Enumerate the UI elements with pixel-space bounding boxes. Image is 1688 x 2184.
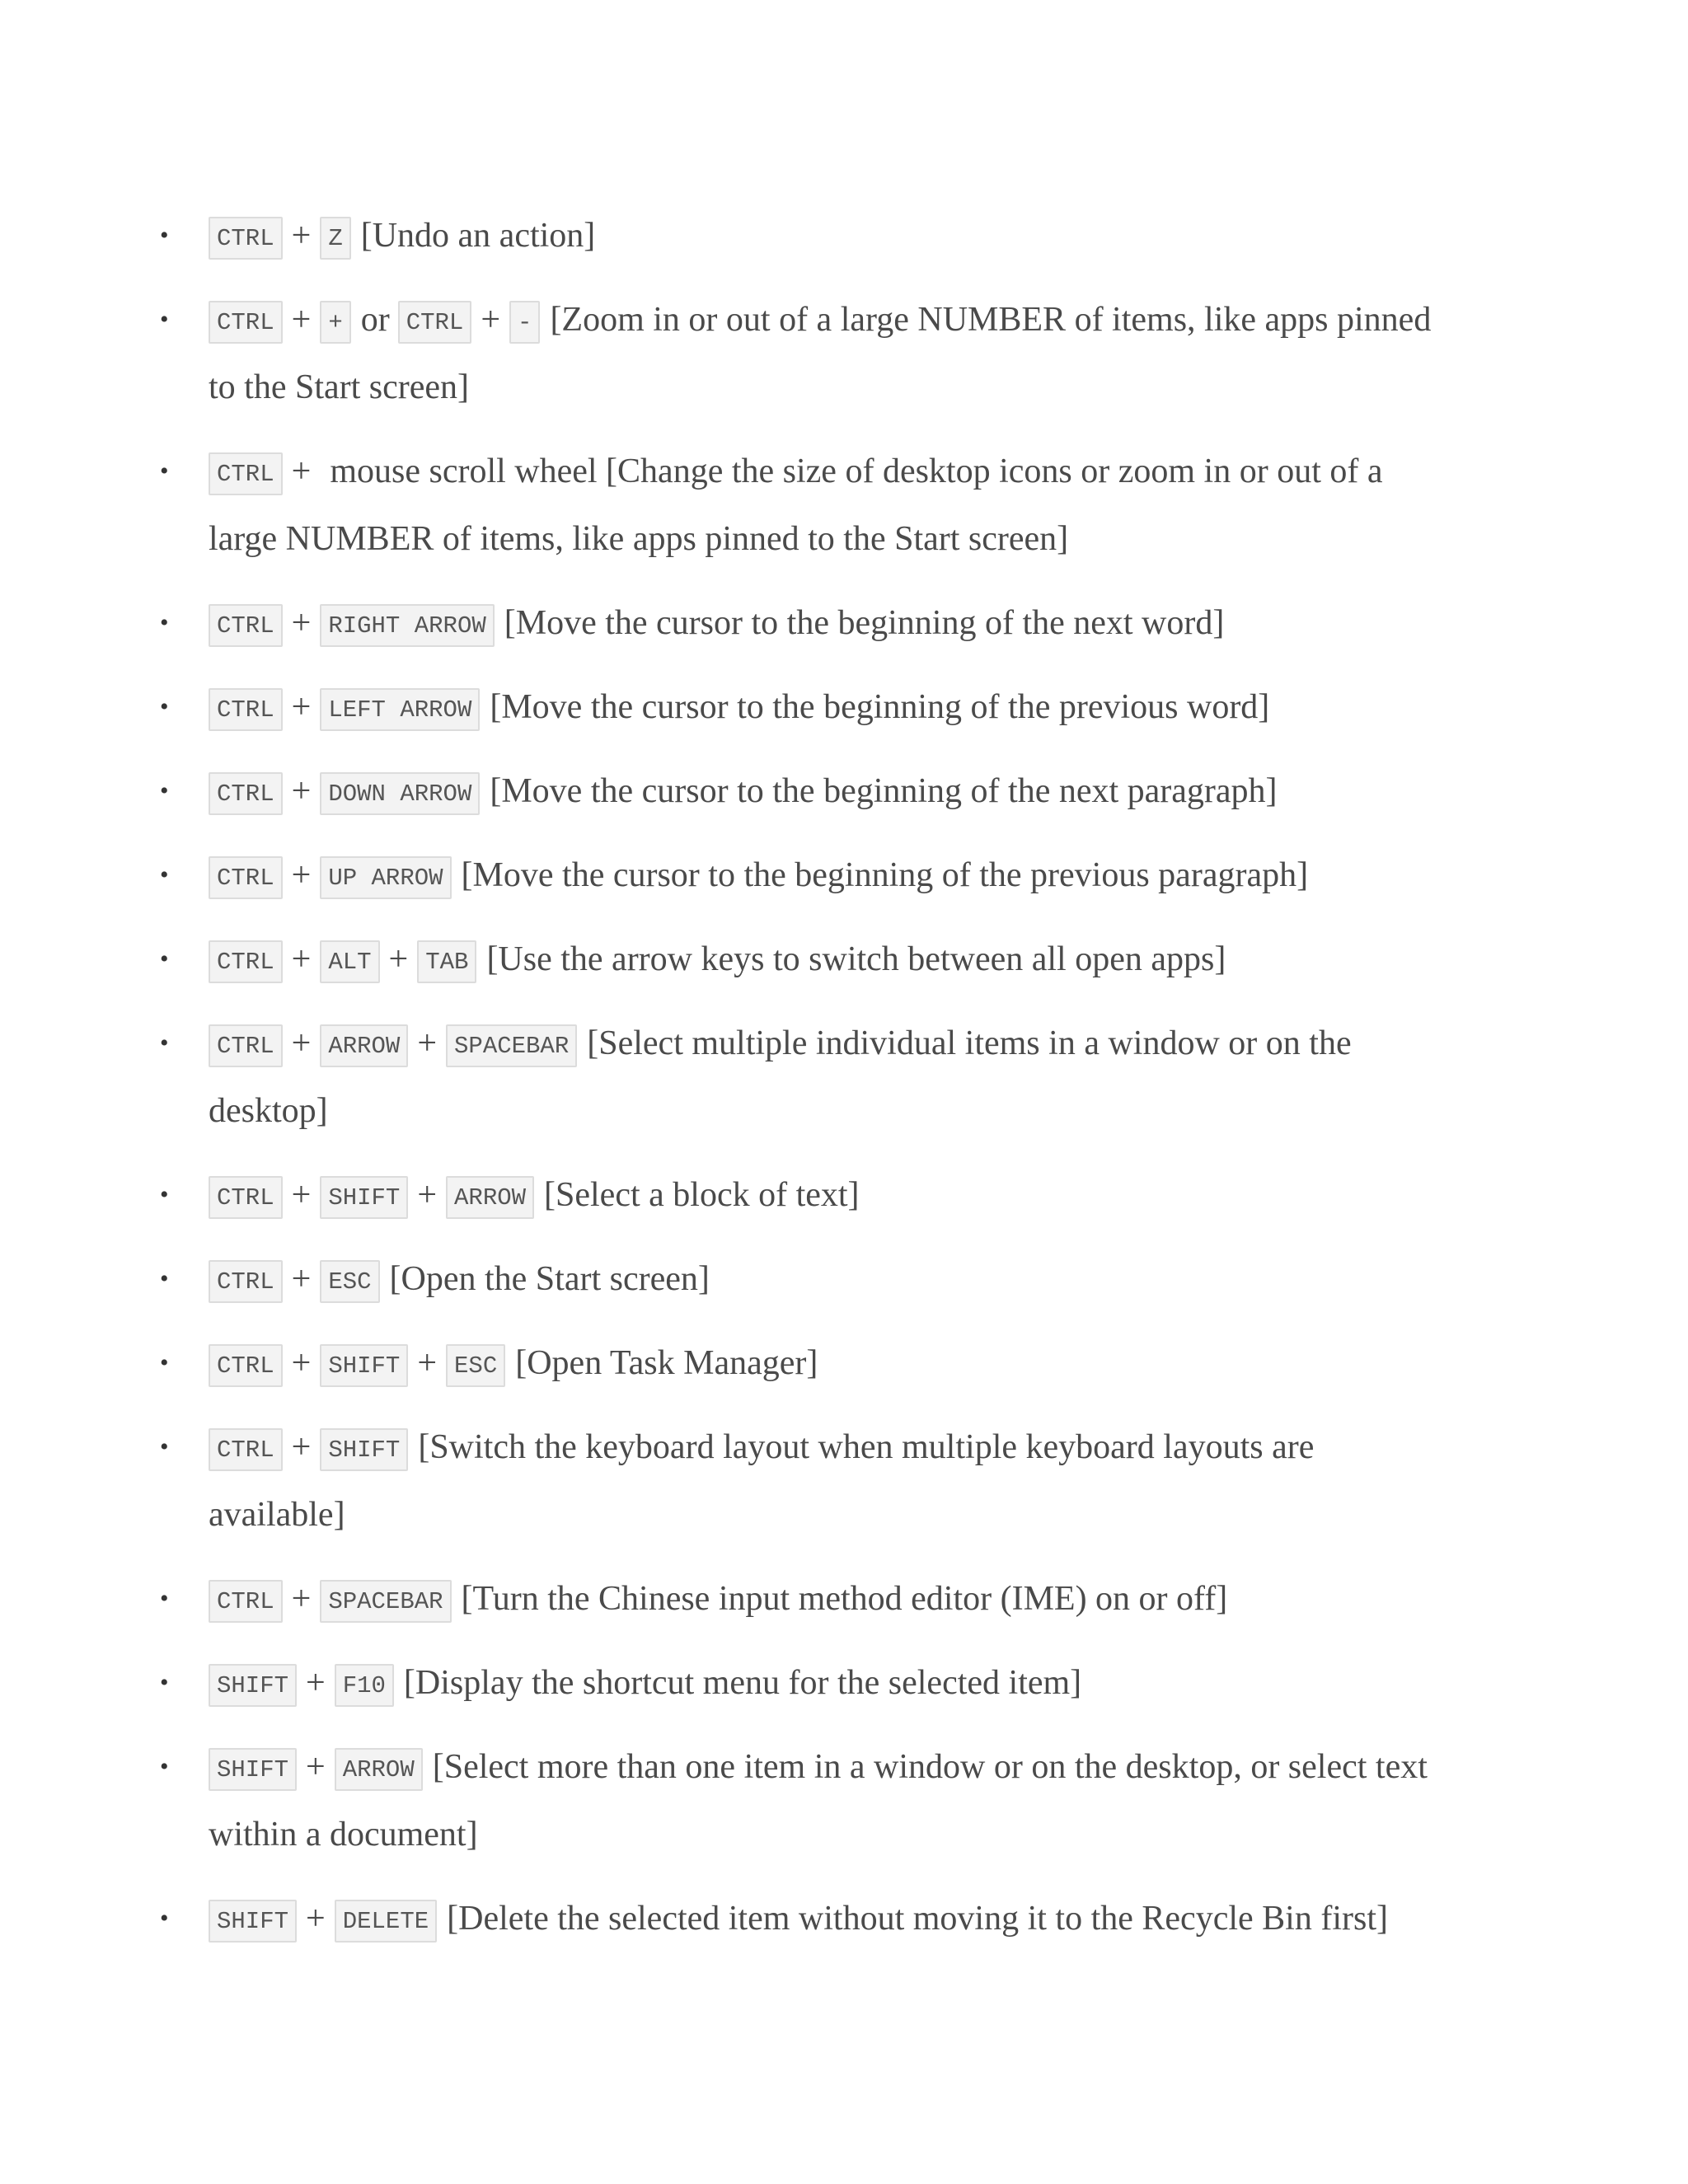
list-item: [157, 438, 1459, 573]
list-item: [157, 1413, 1459, 1549]
shortcut-description: [Move the cursor to the beginning of the previous word]: [490, 688, 1270, 726]
plus-sign: +: [291, 940, 312, 978]
plus-sign: +: [291, 772, 312, 810]
bullet-icon: •: [160, 945, 169, 972]
list-item: [157, 1245, 1459, 1313]
plus-sign: +: [291, 688, 312, 726]
shortcut-description: [Move the cursor to the beginning of the previous paragraph]: [461, 856, 1309, 894]
key-cap: ALT: [320, 940, 379, 983]
plus-sign: +: [291, 1176, 312, 1214]
list-item: [157, 589, 1459, 657]
key-cap: SHIFT: [209, 1900, 297, 1943]
bullet-icon: •: [160, 1753, 169, 1780]
bullet-icon: •: [160, 777, 169, 804]
list-item: [157, 1010, 1459, 1145]
key-cap: SHIFT: [209, 1748, 297, 1791]
plus-sign: +: [388, 940, 409, 978]
plus-sign: +: [291, 1428, 312, 1466]
key-cap: ESC: [446, 1344, 505, 1387]
list-item: [157, 1885, 1459, 1952]
key-cap: LEFT ARROW: [320, 688, 480, 731]
key-cap: CTRL: [209, 1260, 283, 1303]
key-cap: CTRL: [209, 856, 283, 899]
shortcut-description: [Zoom in or out of a large NUMBER of items, like apps pinned to the Start screen]: [209, 301, 1432, 406]
shortcut-description: [Open the Start screen]: [389, 1260, 710, 1298]
key-cap: SPACEBAR: [320, 1580, 451, 1623]
list-item: [157, 286, 1459, 421]
shortcut-description: mouse scroll wheel [Change the size of desktop icons or zoom in or out of a large NUMBER of items, like apps pinned to the Start screen]: [209, 452, 1383, 558]
shortcut-description: [Select multiple individual items in a window or on the desktop]: [209, 1024, 1352, 1130]
key-cap: UP ARROW: [320, 856, 451, 899]
shortcut-description: [Turn the Chinese input method editor (IME) on or off]: [461, 1580, 1228, 1618]
bullet-icon: •: [160, 1029, 169, 1057]
shortcut-description: [Switch the keyboard layout when multiple keyboard layouts are available]: [209, 1428, 1315, 1534]
list-item: [157, 1649, 1459, 1717]
plus-sign: +: [306, 1748, 326, 1786]
plus-sign: +: [291, 1260, 312, 1298]
shortcut-description: [Use the arrow keys to switch between all open apps]: [486, 940, 1226, 978]
shortcut-description: [Move the cursor to the beginning of the next word]: [504, 604, 1225, 642]
list-item: [157, 202, 1459, 269]
list-item: [157, 1565, 1459, 1633]
bullet-icon: •: [160, 457, 169, 485]
key-cap: SHIFT: [320, 1344, 408, 1387]
list-item: [157, 673, 1459, 741]
bullet-icon: •: [160, 1265, 169, 1292]
key-cap: CTRL: [209, 688, 283, 731]
bullet-icon: •: [160, 1349, 169, 1376]
plus-sign: +: [291, 1024, 312, 1062]
key-cap: CTRL: [209, 1580, 283, 1623]
shortcut-description: [Select more than one item in a window or on the desktop, or select text within a document]: [209, 1748, 1428, 1854]
key-cap: ARROW: [320, 1024, 408, 1067]
plus-sign: +: [291, 217, 312, 255]
key-cap: CTRL: [209, 772, 283, 815]
list-item: [157, 1733, 1459, 1868]
shortcut-description: [Open Task Manager]: [515, 1344, 818, 1382]
plus-sign: +: [417, 1024, 438, 1062]
key-cap: Z: [320, 217, 350, 260]
bullet-icon: •: [160, 1669, 169, 1696]
bullet-icon: •: [160, 1433, 169, 1460]
key-cap: CTRL: [209, 1428, 283, 1471]
key-cap: SHIFT: [320, 1176, 408, 1219]
bullet-icon: •: [160, 693, 169, 720]
plus-sign: +: [291, 1344, 312, 1382]
key-cap: CTRL: [209, 940, 283, 983]
shortcut-description: [Display the shortcut menu for the selected item]: [403, 1664, 1082, 1702]
list-item: [157, 926, 1459, 993]
list-item: [157, 1329, 1459, 1397]
shortcut-description: [Move the cursor to the beginning of the next paragraph]: [490, 772, 1278, 810]
plus-sign: +: [291, 452, 312, 490]
key-cap: CTRL: [209, 604, 283, 647]
key-cap: ARROW: [335, 1748, 423, 1791]
bullet-icon: •: [160, 306, 169, 333]
key-cap: CTRL: [209, 452, 283, 495]
list-item: [157, 1161, 1459, 1229]
bullet-icon: •: [160, 1905, 169, 1932]
shortcut-description: [Select a block of text]: [544, 1176, 860, 1214]
key-cap: -: [509, 301, 540, 344]
plus-sign: +: [291, 1580, 312, 1618]
key-cap: CTRL: [209, 301, 283, 344]
key-cap: ESC: [320, 1260, 379, 1303]
key-cap: CTRL: [209, 1024, 283, 1067]
bullet-icon: •: [160, 609, 169, 636]
key-cap: CTRL: [209, 217, 283, 260]
key-cap: CTRL: [209, 1176, 283, 1219]
shortcut-description: [Delete the selected item without moving it to the Recycle Bin first]: [447, 1900, 1388, 1938]
or-word: or: [360, 301, 390, 339]
list-item: [157, 841, 1459, 909]
bullet-icon: •: [160, 1181, 169, 1208]
bullet-icon: •: [160, 1585, 169, 1612]
key-cap: SPACEBAR: [446, 1024, 577, 1067]
key-cap: +: [320, 301, 350, 344]
key-cap: ARROW: [446, 1176, 534, 1219]
plus-sign: +: [291, 856, 312, 894]
key-cap: CTRL: [209, 1344, 283, 1387]
plus-sign: +: [291, 301, 312, 339]
key-cap: SHIFT: [209, 1664, 297, 1707]
bullet-icon: •: [160, 861, 169, 888]
key-cap: DELETE: [335, 1900, 437, 1943]
list-item: [157, 757, 1459, 825]
key-cap: SHIFT: [320, 1428, 408, 1471]
plus-sign: +: [291, 604, 312, 642]
shortcut-list: [157, 202, 1459, 1969]
plus-sign: +: [306, 1664, 326, 1702]
shortcut-description: [Undo an action]: [360, 217, 596, 255]
plus-sign: +: [306, 1900, 326, 1938]
plus-sign: +: [417, 1176, 438, 1214]
key-cap: DOWN ARROW: [320, 772, 480, 815]
plus-sign: +: [481, 301, 501, 339]
bullet-icon: •: [160, 222, 169, 249]
key-cap: CTRL: [398, 301, 472, 344]
key-cap: F10: [335, 1664, 394, 1707]
plus-sign: +: [417, 1344, 438, 1382]
key-cap: RIGHT ARROW: [320, 604, 494, 647]
key-cap: TAB: [417, 940, 476, 983]
